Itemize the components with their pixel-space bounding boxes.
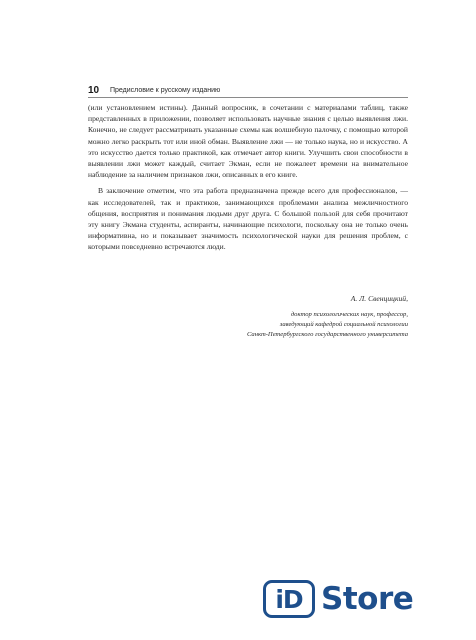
author-signature: [178, 293, 408, 340]
paragraph-1: (или установлением истины). Данный вопросник, в сочетании с материалами таблиц, также представленных в приложении, позволяет использовать научные знания с целью выявления лжи. Конечно, не следует рассматривать указанные схемы как волшебную палочку, с помощью которой можно легко раскрыть тот или иной обман. Выявление лжи — не только наука, но и искусство. А это искусство дается только практикой, как отмечает автор книги. Улучшить свои способности в выявлении лжи может каждый, считает Экман, если не пожалеет времени на внимательное наблюдение за наличием признаков лжи, описанных в его книге.: [88, 103, 408, 180]
page-header: [88, 84, 408, 98]
body-text: [88, 102, 408, 253]
header-rule: [88, 97, 408, 98]
idstore-watermark-logo: [263, 580, 435, 618]
logo-box: iD: [263, 580, 315, 618]
signature-title-2: заведующий кафедрой социальной психологии: [279, 321, 408, 328]
page-number: 10: [88, 85, 100, 96]
paragraph-2: В заключение отметим, что эта работа предназначена прежде всего для профессионалов, — как исследователей, так и практиков, занимающихся проблемами анализа межличностного общения, восприятия и понимания людьми друг друга. С большой пользой для себя прочитают эту книгу Экмана студенты, аспиранты, начинающие психологи, поскольку она не только очень информативна, но и показывает значимость психологической науки для решения проблем, с которыми повседневно встречаются люди.: [88, 186, 408, 252]
logo-text: Store: [321, 581, 414, 617]
signature-title-3: Санкт-Петербургского государственного университета: [246, 331, 408, 338]
running-title: Предисловие к русскому изданию: [110, 87, 221, 94]
signature-name: А. Л. Свенцицкий,: [350, 294, 408, 303]
signature-title-1: доктор психологических наук, профессор,: [290, 311, 408, 318]
